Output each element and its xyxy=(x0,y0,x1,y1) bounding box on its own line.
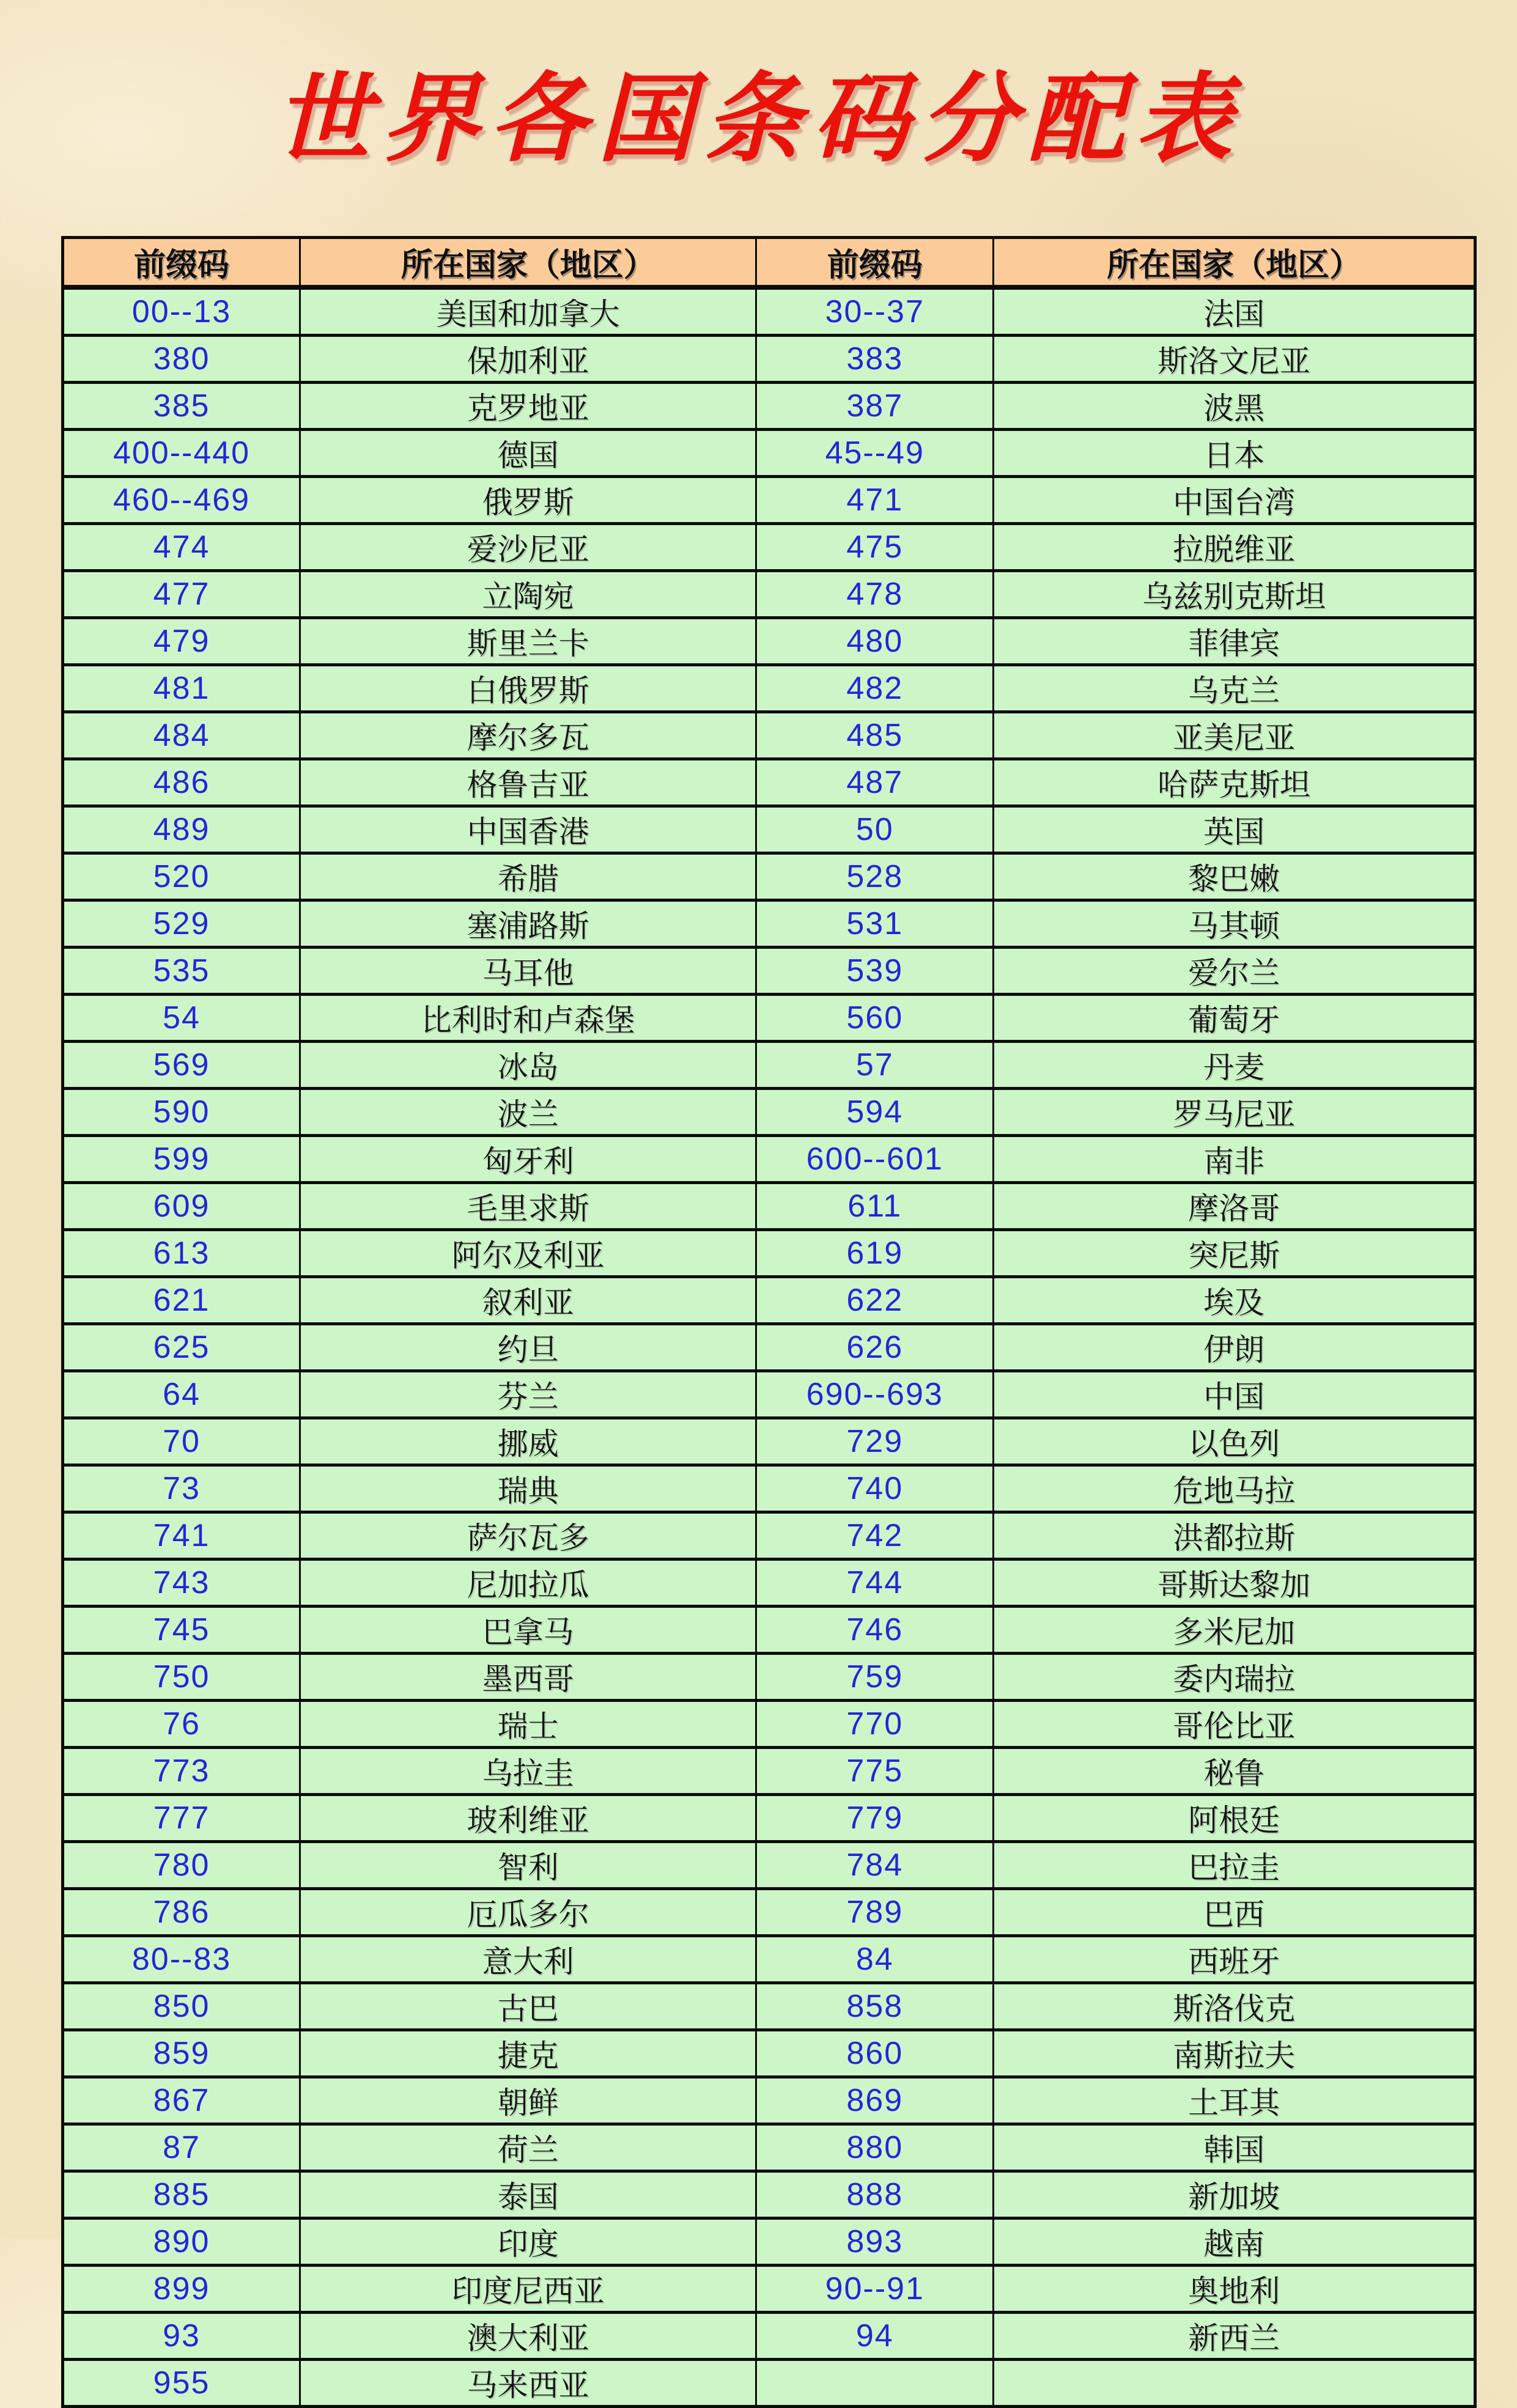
prefix-code-cell: 387 xyxy=(756,383,994,430)
prefix-code-cell: 383 xyxy=(756,336,994,383)
country-cell: 爱沙尼亚 xyxy=(300,524,756,571)
country-cell: 洪都拉斯 xyxy=(994,1512,1475,1559)
country-cell: 比利时和卢森堡 xyxy=(300,995,756,1042)
country-cell: 中国 xyxy=(994,1371,1475,1418)
prefix-code-cell: 619 xyxy=(756,1230,994,1277)
country-cell: 葡萄牙 xyxy=(994,995,1475,1042)
country-cell: 摩洛哥 xyxy=(994,1183,1475,1230)
prefix-code-cell: 480 xyxy=(756,618,994,665)
prefix-code-cell: 893 xyxy=(756,2218,994,2266)
table-row xyxy=(63,477,1475,524)
country-cell: 厄瓜多尔 xyxy=(300,1889,756,1936)
prefix-code-cell: 50 xyxy=(756,806,994,853)
prefix-code-cell: 784 xyxy=(756,1842,994,1889)
country-cell: 巴拉圭 xyxy=(994,1842,1475,1889)
country-cell: 叙利亚 xyxy=(300,1277,756,1324)
barcode-allocation-table xyxy=(61,236,1477,2408)
country-cell: 立陶宛 xyxy=(300,571,756,618)
country-cell: 危地马拉 xyxy=(994,1465,1475,1512)
table-row xyxy=(63,1089,1475,1136)
table-header xyxy=(63,238,1475,288)
country-cell: 意大利 xyxy=(300,1936,756,1983)
prefix-code-cell: 770 xyxy=(756,1701,994,1748)
country-cell: 哥伦比亚 xyxy=(994,1701,1475,1748)
table-row xyxy=(63,383,1475,430)
prefix-code-cell: 773 xyxy=(63,1748,300,1795)
country-cell: 玻利维亚 xyxy=(300,1795,756,1842)
country-cell: 哥斯达黎加 xyxy=(994,1559,1475,1607)
country-cell: 智利 xyxy=(300,1842,756,1889)
prefix-code-cell: 789 xyxy=(756,1889,994,1936)
country-cell: 奥地利 xyxy=(994,2266,1475,2313)
country-cell: 毛里求斯 xyxy=(300,1183,756,1230)
country-cell: 以色列 xyxy=(994,1418,1475,1465)
table-row xyxy=(63,1842,1475,1889)
prefix-code-cell: 478 xyxy=(756,571,994,618)
country-cell: 萨尔瓦多 xyxy=(300,1512,756,1559)
table-row xyxy=(63,712,1475,759)
table-row xyxy=(63,1465,1475,1512)
header-row xyxy=(63,238,1475,288)
prefix-code-cell: 880 xyxy=(756,2124,994,2171)
table-row xyxy=(63,2077,1475,2124)
country-cell: 格鲁吉亚 xyxy=(300,759,756,806)
country-cell: 黎巴嫩 xyxy=(994,853,1475,900)
prefix-code-cell: 590 xyxy=(63,1089,300,1136)
prefix-code-cell: 775 xyxy=(756,1748,994,1795)
table-row xyxy=(63,853,1475,900)
prefix-code-cell: 87 xyxy=(63,2124,300,2171)
prefix-code-cell: 93 xyxy=(63,2313,300,2360)
table-body xyxy=(63,287,1475,2407)
country-cell xyxy=(994,2360,1475,2407)
country-cell: 波兰 xyxy=(300,1089,756,1136)
prefix-code-cell: 528 xyxy=(756,853,994,900)
country-cell: 爱尔兰 xyxy=(994,948,1475,995)
country-cell: 克罗地亚 xyxy=(300,383,756,430)
country-cell: 拉脱维亚 xyxy=(994,524,1475,571)
country-cell: 印度 xyxy=(300,2218,756,2266)
prefix-code-cell: 867 xyxy=(63,2077,300,2124)
prefix-code-cell: 899 xyxy=(63,2266,300,2313)
country-cell: 白俄罗斯 xyxy=(300,665,756,712)
country-cell: 古巴 xyxy=(300,1983,756,2030)
country-cell: 巴拿马 xyxy=(300,1607,756,1654)
table-row xyxy=(63,1701,1475,1748)
prefix-code-cell: 599 xyxy=(63,1136,300,1183)
prefix-code-cell: 690--693 xyxy=(756,1371,994,1418)
prefix-code-cell: 482 xyxy=(756,665,994,712)
prefix-code-cell: 625 xyxy=(63,1324,300,1371)
country-cell: 韩国 xyxy=(994,2124,1475,2171)
country-cell: 中国香港 xyxy=(300,806,756,853)
country-cell: 中国台湾 xyxy=(994,477,1475,524)
country-cell: 埃及 xyxy=(994,1277,1475,1324)
prefix-code-cell: 487 xyxy=(756,759,994,806)
table-row xyxy=(63,618,1475,665)
prefix-code-cell: 888 xyxy=(756,2171,994,2218)
prefix-code-cell: 885 xyxy=(63,2171,300,2218)
prefix-code-cell: 594 xyxy=(756,1089,994,1136)
table-row xyxy=(63,2030,1475,2077)
country-cell: 委内瑞拉 xyxy=(994,1654,1475,1701)
country-cell: 波黑 xyxy=(994,383,1475,430)
country-cell: 亚美尼亚 xyxy=(994,712,1475,759)
prefix-code-cell: 84 xyxy=(756,1936,994,1983)
prefix-code-cell: 759 xyxy=(756,1654,994,1701)
country-cell: 多米尼加 xyxy=(994,1607,1475,1654)
country-cell: 英国 xyxy=(994,806,1475,853)
prefix-code-cell: 475 xyxy=(756,524,994,571)
header-country-left: 所在国家（地区） xyxy=(300,238,756,288)
country-cell: 哈萨克斯坦 xyxy=(994,759,1475,806)
prefix-code-cell: 73 xyxy=(63,1465,300,1512)
prefix-code-cell: 460--469 xyxy=(63,477,300,524)
country-cell: 南非 xyxy=(994,1136,1475,1183)
header-prefix-code-left: 前缀码 xyxy=(63,238,300,288)
table-row xyxy=(63,524,1475,571)
table-row xyxy=(63,1042,1475,1089)
table-row xyxy=(63,1418,1475,1465)
prefix-code-cell: 00--13 xyxy=(63,287,300,336)
prefix-code-cell: 859 xyxy=(63,2030,300,2077)
country-cell: 匈牙利 xyxy=(300,1136,756,1183)
country-cell: 泰国 xyxy=(300,2171,756,2218)
prefix-code-cell: 741 xyxy=(63,1512,300,1559)
country-cell: 希腊 xyxy=(300,853,756,900)
prefix-code-cell: 94 xyxy=(756,2313,994,2360)
country-cell: 墨西哥 xyxy=(300,1654,756,1701)
prefix-code-cell: 529 xyxy=(63,900,300,948)
prefix-code-cell: 890 xyxy=(63,2218,300,2266)
header-country-right: 所在国家（地区） xyxy=(994,238,1475,288)
prefix-code-cell: 780 xyxy=(63,1842,300,1889)
prefix-code-cell: 54 xyxy=(63,995,300,1042)
prefix-code-cell: 600--601 xyxy=(756,1136,994,1183)
table-row xyxy=(63,759,1475,806)
country-cell: 斯洛伐克 xyxy=(994,1983,1475,2030)
country-cell: 法国 xyxy=(994,287,1475,336)
prefix-code-cell: 777 xyxy=(63,1795,300,1842)
prefix-code-cell: 481 xyxy=(63,665,300,712)
country-cell: 马来西亚 xyxy=(300,2360,756,2407)
prefix-code-cell: 486 xyxy=(63,759,300,806)
prefix-code-cell: 744 xyxy=(756,1559,994,1607)
country-cell: 冰岛 xyxy=(300,1042,756,1089)
table-row xyxy=(63,336,1475,383)
prefix-code-cell: 858 xyxy=(756,1983,994,2030)
country-cell: 捷克 xyxy=(300,2030,756,2077)
prefix-code-cell: 779 xyxy=(756,1795,994,1842)
prefix-code-cell: 626 xyxy=(756,1324,994,1371)
country-cell: 斯里兰卡 xyxy=(300,618,756,665)
table-row xyxy=(63,1748,1475,1795)
country-cell: 新西兰 xyxy=(994,2313,1475,2360)
country-cell: 丹麦 xyxy=(994,1042,1475,1089)
country-cell: 塞浦路斯 xyxy=(300,900,756,948)
table-row xyxy=(63,995,1475,1042)
prefix-code-cell: 743 xyxy=(63,1559,300,1607)
table-row xyxy=(63,1183,1475,1230)
country-cell: 马耳他 xyxy=(300,948,756,995)
prefix-code-cell: 471 xyxy=(756,477,994,524)
table-row xyxy=(63,2124,1475,2171)
prefix-code-cell: 869 xyxy=(756,2077,994,2124)
country-cell: 突尼斯 xyxy=(994,1230,1475,1277)
prefix-code-cell: 76 xyxy=(63,1701,300,1748)
country-cell: 尼加拉瓜 xyxy=(300,1559,756,1607)
table-row xyxy=(63,2171,1475,2218)
prefix-code-cell: 385 xyxy=(63,383,300,430)
country-cell: 俄罗斯 xyxy=(300,477,756,524)
prefix-code-cell: 484 xyxy=(63,712,300,759)
prefix-code-cell: 740 xyxy=(756,1465,994,1512)
table-row xyxy=(63,2218,1475,2266)
prefix-code-cell: 479 xyxy=(63,618,300,665)
country-cell: 阿尔及利亚 xyxy=(300,1230,756,1277)
prefix-code-cell: 535 xyxy=(63,948,300,995)
table-row xyxy=(63,1324,1475,1371)
country-cell: 澳大利亚 xyxy=(300,2313,756,2360)
table-row xyxy=(63,1936,1475,1983)
country-cell: 阿根廷 xyxy=(994,1795,1475,1842)
table-row xyxy=(63,806,1475,853)
table-row xyxy=(63,948,1475,995)
table-row xyxy=(63,1277,1475,1324)
country-cell: 新加坡 xyxy=(994,2171,1475,2218)
prefix-code-cell: 611 xyxy=(756,1183,994,1230)
table-row xyxy=(63,287,1475,336)
country-cell: 罗马尼亚 xyxy=(994,1089,1475,1136)
prefix-code-cell: 80--83 xyxy=(63,1936,300,1983)
table-row xyxy=(63,1371,1475,1418)
country-cell: 摩尔多瓦 xyxy=(300,712,756,759)
prefix-code-cell: 729 xyxy=(756,1418,994,1465)
table-row xyxy=(63,571,1475,618)
country-cell: 日本 xyxy=(994,430,1475,477)
table-row xyxy=(63,665,1475,712)
prefix-code-cell: 531 xyxy=(756,900,994,948)
country-cell: 巴西 xyxy=(994,1889,1475,1936)
prefix-code-cell: 539 xyxy=(756,948,994,995)
prefix-code-cell: 955 xyxy=(63,2360,300,2407)
country-cell: 荷兰 xyxy=(300,2124,756,2171)
country-cell: 乌拉圭 xyxy=(300,1748,756,1795)
table-row xyxy=(63,1607,1475,1654)
table-row xyxy=(63,430,1475,477)
table-row xyxy=(63,1512,1475,1559)
country-cell: 乌克兰 xyxy=(994,665,1475,712)
country-cell: 保加利亚 xyxy=(300,336,756,383)
prefix-code-cell: 64 xyxy=(63,1371,300,1418)
prefix-code-cell: 30--37 xyxy=(756,287,994,336)
prefix-code-cell: 746 xyxy=(756,1607,994,1654)
country-cell: 德国 xyxy=(300,430,756,477)
prefix-code-cell: 400--440 xyxy=(63,430,300,477)
country-cell: 瑞典 xyxy=(300,1465,756,1512)
country-cell: 西班牙 xyxy=(994,1936,1475,1983)
table-row xyxy=(63,1983,1475,2030)
table-row xyxy=(63,1559,1475,1607)
prefix-code-cell: 489 xyxy=(63,806,300,853)
country-cell: 菲律宾 xyxy=(994,618,1475,665)
prefix-code-cell: 742 xyxy=(756,1512,994,1559)
table-row xyxy=(63,1230,1475,1277)
table-row xyxy=(63,1136,1475,1183)
prefix-code-cell: 477 xyxy=(63,571,300,618)
country-cell: 斯洛文尼亚 xyxy=(994,336,1475,383)
prefix-code-cell: 569 xyxy=(63,1042,300,1089)
table-row xyxy=(63,2266,1475,2313)
country-cell: 瑞士 xyxy=(300,1701,756,1748)
header-prefix-code-right: 前缀码 xyxy=(756,238,994,288)
prefix-code-cell: 745 xyxy=(63,1607,300,1654)
country-cell: 马其顿 xyxy=(994,900,1475,948)
page-title: 世界各国条码分配表 xyxy=(274,62,1243,175)
prefix-code-cell: 786 xyxy=(63,1889,300,1936)
prefix-code-cell: 57 xyxy=(756,1042,994,1089)
prefix-code-cell: 622 xyxy=(756,1277,994,1324)
prefix-code-cell: 860 xyxy=(756,2030,994,2077)
table-row xyxy=(63,1889,1475,1936)
prefix-code-cell: 70 xyxy=(63,1418,300,1465)
prefix-code-cell xyxy=(756,2360,994,2407)
prefix-code-cell: 750 xyxy=(63,1654,300,1701)
prefix-code-cell: 474 xyxy=(63,524,300,571)
table-row xyxy=(63,1654,1475,1701)
country-cell: 秘鲁 xyxy=(994,1748,1475,1795)
country-cell: 越南 xyxy=(994,2218,1475,2266)
prefix-code-cell: 90--91 xyxy=(756,2266,994,2313)
prefix-code-cell: 520 xyxy=(63,853,300,900)
table-row xyxy=(63,2360,1475,2407)
country-cell: 印度尼西亚 xyxy=(300,2266,756,2313)
country-cell: 伊朗 xyxy=(994,1324,1475,1371)
prefix-code-cell: 850 xyxy=(63,1983,300,2030)
prefix-code-cell: 560 xyxy=(756,995,994,1042)
prefix-code-cell: 613 xyxy=(63,1230,300,1277)
country-cell: 约旦 xyxy=(300,1324,756,1371)
prefix-code-cell: 380 xyxy=(63,336,300,383)
country-cell: 南斯拉夫 xyxy=(994,2030,1475,2077)
table-row xyxy=(63,1795,1475,1842)
table-row xyxy=(63,2313,1475,2360)
country-cell: 挪威 xyxy=(300,1418,756,1465)
prefix-code-cell: 485 xyxy=(756,712,994,759)
prefix-code-cell: 621 xyxy=(63,1277,300,1324)
table-row xyxy=(63,900,1475,948)
prefix-code-cell: 45--49 xyxy=(756,430,994,477)
country-cell: 土耳其 xyxy=(994,2077,1475,2124)
country-cell: 芬兰 xyxy=(300,1371,756,1418)
prefix-code-cell: 609 xyxy=(63,1183,300,1230)
country-cell: 乌兹别克斯坦 xyxy=(994,571,1475,618)
country-cell: 朝鲜 xyxy=(300,2077,756,2124)
country-cell: 美国和加拿大 xyxy=(300,287,756,336)
